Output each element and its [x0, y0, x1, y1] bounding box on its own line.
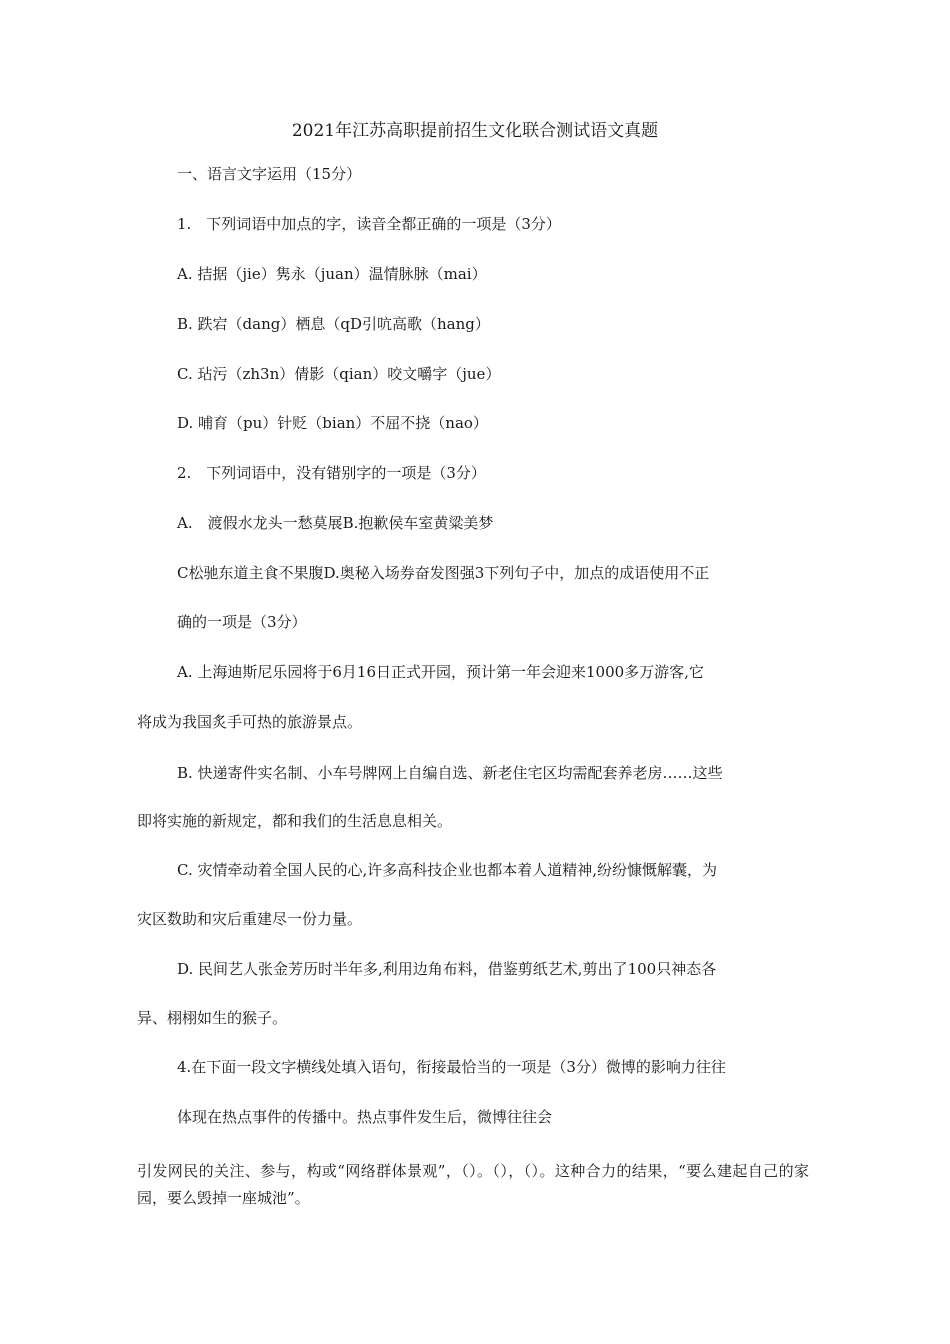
question-2-stem: 2. 下列词语中，没有错别字的一项是（3分）	[177, 464, 486, 482]
question-3-option-d-line2: 异、栩栩如生的猴子。	[137, 1009, 288, 1027]
question-2-options-cd: C松驰东道主食不果腹D.奥秘入场券奋发图强3下列句子中，加点的成语使用不正	[177, 564, 710, 582]
question-2-options-ab: A. 渡假水龙头一愁莫展B.抱歉侯车室黄粱美梦	[177, 514, 494, 532]
question-3-option-c-line1: C. 灾情牵动着全国人民的心,许多高科技企业也都本着人道精神,纷纷慷慨解囊，为	[177, 861, 718, 879]
section-heading: 一、语言文字运用（15分）	[177, 165, 362, 183]
question-1-option-c: C. 玷污（zh3n）倩影（qian）咬文嚼字（jue）	[177, 365, 501, 383]
question-1-option-d: D. 哺育（pu）针贬（bian）不屈不挠（nao）	[177, 414, 488, 432]
question-3-option-c-line2: 灾区数助和灾后重建尽一份力量。	[137, 910, 363, 928]
question-1-option-a: A. 拮据（jie）隽永（juan）温情脉脉（mai）	[177, 265, 487, 283]
document-title: 2021年江苏高职提前招生文化联合测试语文真题	[291, 121, 659, 141]
question-3-stem-cont: 确的一项是（3分）	[177, 613, 307, 631]
question-4-stem-line2: 体现在热点事件的传播中。热点事件发生后，微博往往会	[177, 1108, 553, 1126]
question-3-option-a-line2: 将成为我国炙手可热的旅游景点。	[137, 713, 363, 731]
question-3-option-b-line1: B. 快递寄件实名制、小车号牌网上自编自选、新老住宅区均需配套养老房……这些	[177, 764, 723, 782]
question-3-option-d-line1: D. 民间艺人张金芳历时半年多,利用边角布料，借鉴剪纸艺术,剪出了100只神态各	[177, 960, 717, 978]
question-1-option-b: B. 跌宕（dang）栖息（qD引吭高歌（hang）	[177, 315, 490, 333]
question-4-stem-line1: 4.在下面一段文字横线处填入语句，衔接最恰当的一项是（3分）微博的影响力往往	[177, 1058, 726, 1076]
question-4-paragraph: 引发网民的关注、参与，构或“网络群体景观”，（）。（），（）。这种合力的结果，“要么建起自己的家园，要么毁掉一座城池”。	[137, 1162, 809, 1207]
question-3-option-a-line1: A. 上海迪斯尼乐园将于6月16日正式开园，预计第一年会迎来1000多万游客,它	[177, 663, 704, 681]
question-3-option-b-line2: 即将实施的新规定，都和我们的生活息息相关。	[137, 812, 453, 830]
question-1-stem: 1. 下列词语中加点的字，读音全都正确的一项是（3分）	[177, 215, 561, 233]
